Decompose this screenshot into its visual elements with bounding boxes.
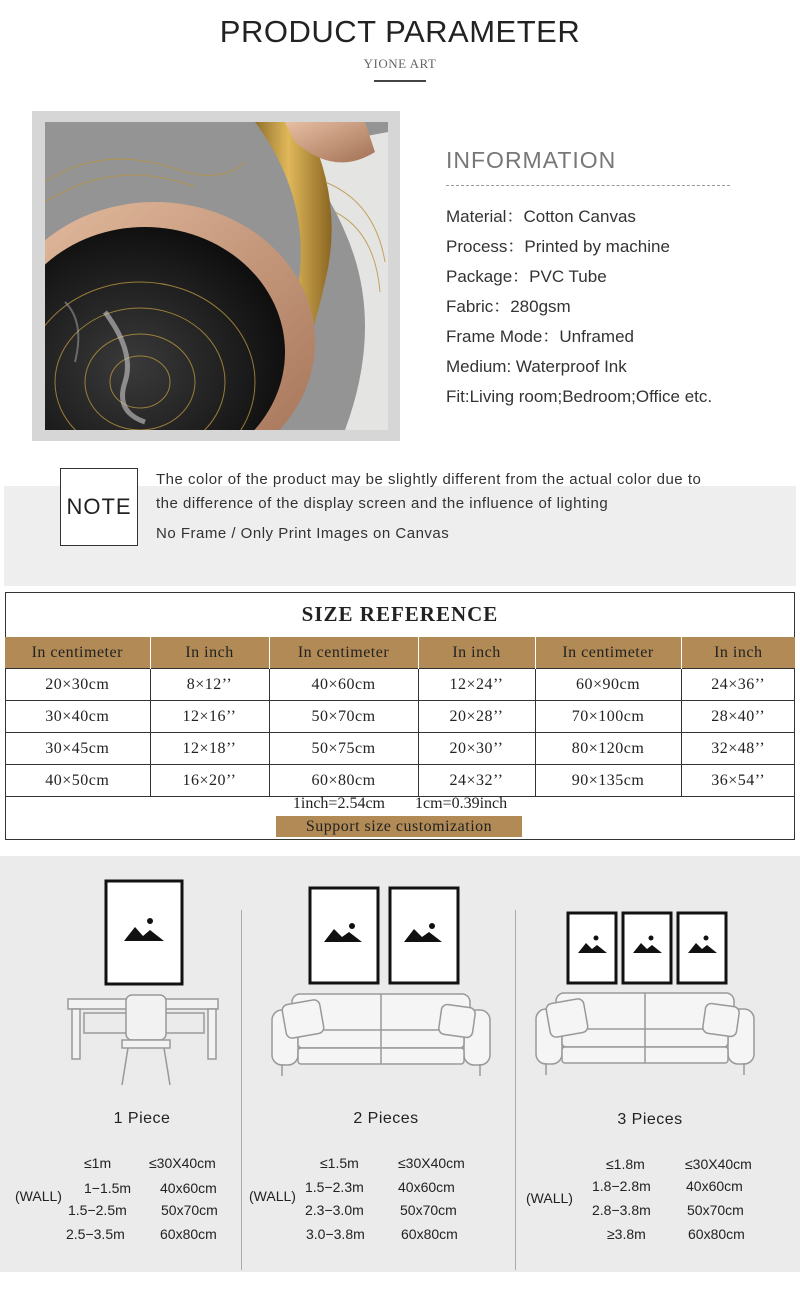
- wall-width: 1.5−2.3m: [305, 1179, 364, 1195]
- table-cell: 80×120cm: [535, 733, 681, 765]
- recommended-size: 40x60cm: [686, 1178, 743, 1194]
- recommended-size: 60x80cm: [401, 1226, 458, 1242]
- customization-badge: Support size customization: [276, 816, 522, 837]
- table-cell: 20×30’’: [418, 733, 535, 765]
- table-cell: 20×30cm: [5, 669, 150, 701]
- column-header-cm: In centimeter: [535, 637, 681, 669]
- three-pieces-label: 3 Pieces: [617, 1111, 683, 1128]
- wall-width: ≤1.5m: [320, 1155, 359, 1171]
- column-header-inch: In inch: [418, 637, 535, 669]
- note-line-3: No Frame / Only Print Images on Canvas: [156, 525, 450, 542]
- info-medium: Medium: Waterproof Ink: [446, 357, 627, 376]
- table-cell: 24×32’’: [418, 765, 535, 797]
- recommended-size: 50x70cm: [161, 1202, 218, 1218]
- wall-width: 2.8−3.8m: [592, 1202, 651, 1218]
- table-cell: 32×48’’: [681, 733, 795, 765]
- one-piece-label: 1 Piece: [113, 1110, 171, 1127]
- size-reference-title: SIZE REFERENCE: [301, 602, 499, 626]
- title-underline: [374, 80, 426, 82]
- wall-width: 1−1.5m: [84, 1180, 132, 1196]
- table-cell: 90×135cm: [535, 765, 681, 797]
- table-cell: 24×36’’: [681, 669, 795, 701]
- recommended-size: ≤30X40cm: [685, 1156, 752, 1172]
- table-cell: 12×18’’: [150, 733, 269, 765]
- recommended-size: 50x70cm: [687, 1202, 744, 1218]
- two-frames-sofa-illustration: [262, 880, 502, 1085]
- single-frame-desk-illustration: [60, 875, 230, 1090]
- page-title: PRODUCT PARAMETER: [219, 14, 581, 49]
- abstract-painting-art: [45, 122, 388, 430]
- recommended-size: 40x60cm: [398, 1179, 455, 1195]
- column-header-cm: In centimeter: [5, 637, 150, 669]
- info-fabric: Fabric：280gsm: [446, 297, 571, 316]
- wall-width: ≤1.8m: [606, 1156, 645, 1172]
- two-pieces-label: 2 Pieces: [353, 1110, 419, 1127]
- table-cell: 40×60cm: [269, 669, 418, 701]
- wall-width: 2.5−3.5m: [66, 1226, 125, 1242]
- recommended-size: ≤30X40cm: [149, 1155, 216, 1171]
- info-process: Process：Printed by machine: [446, 237, 670, 256]
- recommended-size: ≤30X40cm: [398, 1155, 465, 1171]
- note-line-2: the difference of the display screen and the influence of lighting: [156, 495, 609, 512]
- table-cell: 70×100cm: [535, 701, 681, 733]
- table-cell: 28×40’’: [681, 701, 795, 733]
- wall-label: (WALL): [249, 1188, 296, 1204]
- table-row: [5, 733, 795, 765]
- table-row: [5, 669, 795, 701]
- table-cell: 30×45cm: [5, 733, 150, 765]
- column-header-inch: In inch: [681, 637, 795, 669]
- information-title: INFORMATION: [446, 147, 617, 173]
- wall-width: 1.8−2.8m: [592, 1178, 651, 1194]
- section-divider: [241, 910, 242, 1270]
- product-image: [45, 122, 388, 430]
- note-line-1: The color of the product may be slightly different from the actual color due to: [156, 471, 702, 488]
- table-cell: 20×28’’: [418, 701, 535, 733]
- table-row: [5, 765, 795, 797]
- info-package: Package：PVC Tube: [446, 267, 607, 286]
- column-header-cm: In centimeter: [269, 637, 418, 669]
- table-cell: 50×70cm: [269, 701, 418, 733]
- table-cell: 40×50cm: [5, 765, 150, 797]
- table-cell: 50×75cm: [269, 733, 418, 765]
- table-cell: 8×12’’: [150, 669, 269, 701]
- wall-width: ≤1m: [84, 1155, 112, 1171]
- table-row: [5, 701, 795, 733]
- table-cell: 60×90cm: [535, 669, 681, 701]
- recommended-size: 60x80cm: [160, 1226, 217, 1242]
- brand-subtitle: YIONE ART: [363, 56, 437, 71]
- note-label: NOTE: [60, 468, 138, 546]
- recommended-size: 40x60cm: [160, 1180, 217, 1196]
- table-cell: 12×16’’: [150, 701, 269, 733]
- section-divider: [515, 910, 516, 1270]
- table-cell: 16×20’’: [150, 765, 269, 797]
- size-table: [5, 637, 795, 797]
- wall-width: ≥3.8m: [607, 1226, 646, 1242]
- table-cell: 12×24’’: [418, 669, 535, 701]
- table-cell: 30×40cm: [5, 701, 150, 733]
- recommended-size: 60x80cm: [688, 1226, 745, 1242]
- recommended-size: 50x70cm: [400, 1202, 457, 1218]
- wall-width: 2.3−3.0m: [305, 1202, 364, 1218]
- table-cell: 60×80cm: [269, 765, 418, 797]
- wall-label: (WALL): [15, 1188, 62, 1204]
- information-list: [446, 207, 712, 417]
- wall-width: 1.5−2.5m: [68, 1202, 127, 1218]
- info-frame-mode: Frame Mode：Unframed: [446, 327, 635, 346]
- wall-width: 3.0−3.8m: [306, 1226, 365, 1242]
- column-header-inch: In inch: [150, 637, 269, 669]
- information-divider: [446, 185, 730, 186]
- unit-conversion: 1inch=2.54cm 1cm=0.39inch: [292, 795, 508, 812]
- info-material: Material：Cotton Canvas: [446, 207, 636, 226]
- table-cell: 36×54’’: [681, 765, 795, 797]
- three-frames-sofa-illustration: [528, 905, 768, 1085]
- info-fit: Fit:Living room;Bedroom;Office etc.: [446, 387, 713, 406]
- wall-label: (WALL): [526, 1190, 573, 1206]
